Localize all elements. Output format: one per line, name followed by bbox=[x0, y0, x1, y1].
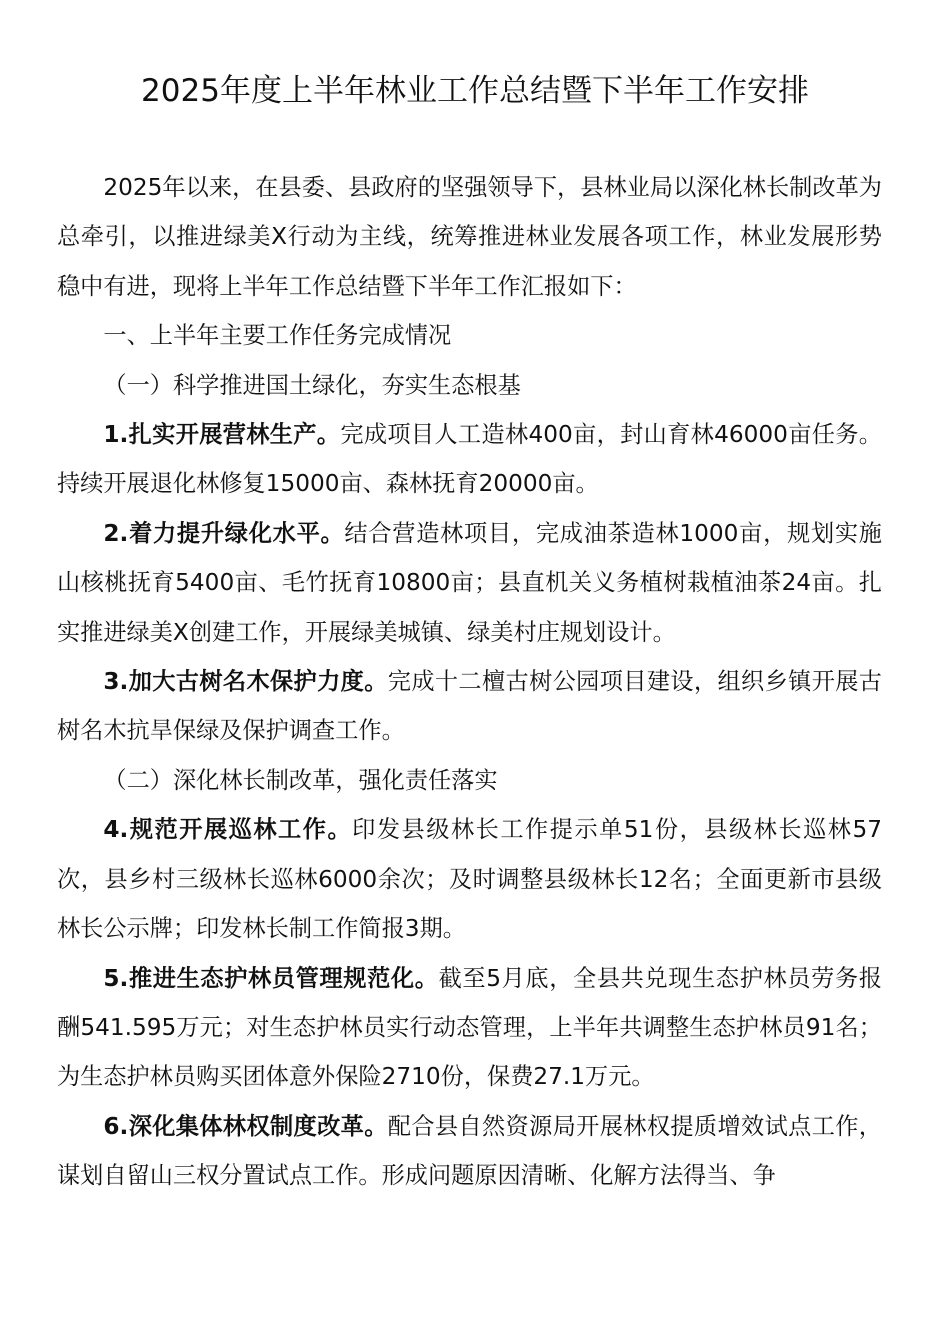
item-paragraph bbox=[57, 954, 882, 1102]
item-lead: 2.着力提升绿化水平。 bbox=[103, 519, 345, 547]
item-text: 完成十二檀古树公园项目建设，组织乡镇开展古树名木抗旱保绿及保护调查工作。 bbox=[57, 668, 882, 745]
intro-paragraph: 2025年以来，在县委、县政府的坚强领导下，县林业局以深化林长制改革为总牵引，以推进绿美X行动为主线，统筹推进林业发展各项工作，林业发展形势稳中有进，现将上半年工作总结暨下半年工作汇报如下： bbox=[57, 174, 882, 300]
item-paragraph bbox=[57, 1102, 882, 1201]
subsection-heading: （一）科学推进国土绿化，夯实生态根基 bbox=[103, 371, 521, 399]
section-heading: 一、上半年主要工作任务完成情况 bbox=[103, 322, 452, 350]
item-lead: 1.扎实开展营林生产。 bbox=[103, 421, 341, 449]
item-lead: 5.推进生态护林员管理规范化。 bbox=[103, 964, 439, 992]
item-lead: 6.深化集体林权制度改革。 bbox=[103, 1112, 388, 1140]
document-title: 2025年度上半年林业工作总结暨下半年工作安排 bbox=[141, 73, 809, 109]
document-body bbox=[57, 163, 882, 1201]
item-text: 配合县自然资源局开展林权提质增效试点工作，谋划自留山三权分置试点工作。形成问题原因清晰、化解方法得当、争 bbox=[57, 1112, 882, 1190]
item-paragraph bbox=[57, 657, 882, 756]
item-text: 印发县级林长工作提示单51份，县级林长巡林57次，县乡村三级林长巡林6000余次；及时调整县级林长12名；全面更新市县级林长公示牌；印发林长制工作简报3期。 bbox=[57, 816, 882, 943]
item-paragraph bbox=[57, 805, 882, 953]
subsection-heading: （二）深化林长制改革，强化责任落实 bbox=[103, 766, 498, 794]
item-paragraph bbox=[57, 410, 882, 509]
item-text: 完成项目人工造林400亩，封山育林46000亩任务。持续开展退化林修复15000亩、森林抚育20000亩。 bbox=[57, 421, 882, 498]
item-lead: 3.加大古树名木保护力度。 bbox=[103, 668, 388, 696]
item-text: 截至5月底，全县共兑现生态护林员劳务报酬541.595万元；对生态护林员实行动态管理，上半年共调整生态护林员91名；为生态护林员购买团体意外保险2710份，保费27.1万元。 bbox=[57, 964, 882, 1091]
item-text: 结合营造林项目，完成油茶造林1000亩，规划实施山核桃抚育5400亩、毛竹抚育10800亩；县直机关义务植树栽植油茶24亩。扎实推进绿美X创建工作，开展绿美城镇、绿美村庄规划设计。 bbox=[57, 519, 882, 646]
item-paragraph bbox=[57, 509, 882, 657]
item-lead: 4.规范开展巡林工作。 bbox=[103, 816, 353, 844]
